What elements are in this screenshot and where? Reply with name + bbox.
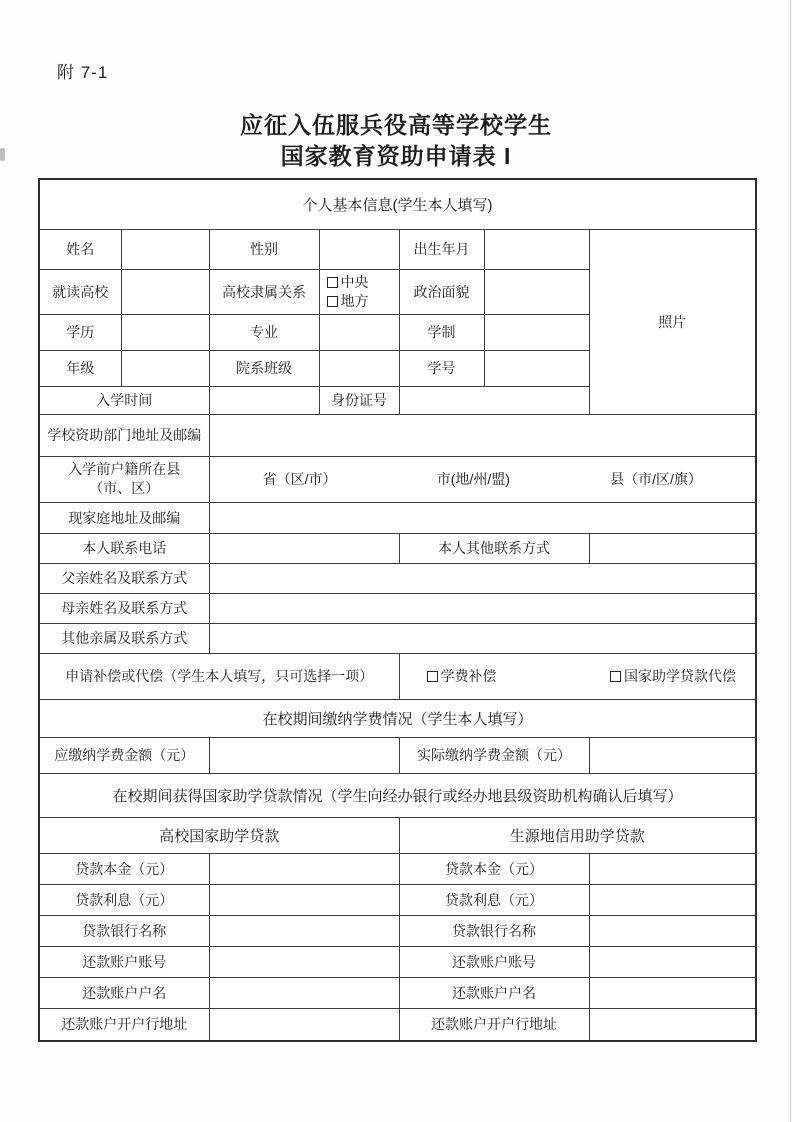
duration-value-cell[interactable] xyxy=(484,314,589,350)
table-row xyxy=(39,853,756,884)
tuition-compensation-option[interactable]: 学费补偿 xyxy=(427,666,497,686)
enroll-time-label: 入学时间 xyxy=(39,386,209,414)
campus-loan-interest-label: 贷款利息（元） xyxy=(39,884,209,915)
gender-label: 性别 xyxy=(209,229,319,269)
form-title xyxy=(0,110,792,172)
photo-cell: 照片 xyxy=(589,229,756,414)
major-value-cell[interactable] xyxy=(319,314,399,350)
form-title-line2: 国家教育资助申请表 I xyxy=(280,143,512,169)
relative-label: 其他亲属及联系方式 xyxy=(39,623,209,653)
political-label: 政治面貌 xyxy=(399,269,484,314)
major-label: 专业 xyxy=(209,314,319,350)
origin-loan-interest-value-cell[interactable] xyxy=(589,884,756,915)
phone-label: 本人联系电话 xyxy=(39,533,209,563)
origin-county-value-cell[interactable] xyxy=(209,456,756,502)
table-row xyxy=(39,653,756,699)
political-value-cell[interactable] xyxy=(484,269,589,314)
school-aid-address-value-cell[interactable] xyxy=(209,414,756,456)
tuition-paid-value-cell[interactable] xyxy=(589,737,756,773)
home-address-label: 现家庭地址及邮编 xyxy=(39,502,209,533)
table-row xyxy=(39,737,756,773)
campus-repay-account-name-label: 还款账户户名 xyxy=(39,977,209,1008)
origin-loan-header: 生源地信用助学贷款 xyxy=(399,817,756,853)
affiliation-option-local[interactable]: 地方 xyxy=(327,292,396,311)
campus-loan-header: 高校国家助学贷款 xyxy=(39,817,399,853)
father-value-cell[interactable] xyxy=(209,563,756,593)
origin-repay-account-name-label: 还款账户户名 xyxy=(399,977,589,1008)
personal-info-section-header: 个人基本信息(学生本人填写) xyxy=(39,179,756,229)
table-row xyxy=(39,593,756,623)
father-label: 父亲姓名及联系方式 xyxy=(39,563,209,593)
student-id-label: 学号 xyxy=(399,350,484,386)
table-row xyxy=(39,915,756,946)
county-label: 县（市/区/旗） xyxy=(610,471,702,487)
table-row xyxy=(39,533,756,563)
tuition-payable-value-cell[interactable] xyxy=(209,737,399,773)
loan-compensation-option[interactable]: 国家助学贷款代偿 xyxy=(610,666,736,686)
table-row xyxy=(39,502,756,533)
grade-label: 年级 xyxy=(39,350,121,386)
section-header-row xyxy=(39,773,756,817)
table-row xyxy=(39,456,756,502)
origin-loan-bank-label: 贷款银行名称 xyxy=(399,915,589,946)
table-row xyxy=(39,977,756,1008)
form-title-line1: 应征入伍服兵役高等学校学生 xyxy=(240,112,552,138)
table-row xyxy=(39,946,756,977)
table-row xyxy=(39,884,756,915)
campus-loan-principal-value-cell[interactable] xyxy=(209,853,399,884)
campus-repay-bank-address-label: 还款账户开户行地址 xyxy=(39,1008,209,1041)
origin-repay-account-name-value-cell[interactable] xyxy=(589,977,756,1008)
name-value-cell[interactable] xyxy=(121,229,209,269)
phone-value-cell[interactable] xyxy=(209,533,399,563)
other-contact-value-cell[interactable] xyxy=(589,533,756,563)
local-checkbox-icon[interactable] xyxy=(327,296,338,307)
degree-label: 学历 xyxy=(39,314,121,350)
birth-label: 出生年月 xyxy=(399,229,484,269)
grade-value-cell[interactable] xyxy=(121,350,209,386)
compensation-label: 申请补偿或代偿（学生本人填写，只可选择一项） xyxy=(39,653,399,699)
class-value-cell[interactable] xyxy=(319,350,399,386)
mother-label: 母亲姓名及联系方式 xyxy=(39,593,209,623)
university-value-cell[interactable] xyxy=(121,269,209,314)
compensation-options-cell xyxy=(399,653,756,699)
home-address-value-cell[interactable] xyxy=(209,502,756,533)
campus-repay-account-number-label: 还款账户账号 xyxy=(39,946,209,977)
origin-county-label: 入学前户籍所在县 （市、区） xyxy=(39,456,209,502)
university-label: 就读高校 xyxy=(39,269,121,314)
relative-value-cell[interactable] xyxy=(209,623,756,653)
student-id-value-cell[interactable] xyxy=(484,350,589,386)
origin-repay-bank-address-label: 还款账户开户行地址 xyxy=(399,1008,589,1041)
origin-repay-account-number-value-cell[interactable] xyxy=(589,946,756,977)
table-row xyxy=(39,229,756,269)
application-form-table xyxy=(38,178,757,1042)
province-label: 省（区/市） xyxy=(262,471,337,487)
tuition-paid-label: 实际缴纳学费金额（元） xyxy=(399,737,589,773)
origin-loan-principal-label: 贷款本金（元） xyxy=(399,853,589,884)
attachment-number: 附 7-1 xyxy=(57,63,109,82)
campus-loan-bank-value-cell[interactable] xyxy=(209,915,399,946)
class-label: 院系班级 xyxy=(209,350,319,386)
school-aid-address-label: 学校资助部门地址及邮编 xyxy=(39,414,209,456)
campus-repay-bank-address-value-cell[interactable] xyxy=(209,1008,399,1041)
campus-loan-bank-label: 贷款银行名称 xyxy=(39,915,209,946)
origin-repay-account-number-label: 还款账户账号 xyxy=(399,946,589,977)
affiliation-option-central[interactable]: 中央 xyxy=(327,273,396,292)
degree-value-cell[interactable] xyxy=(121,314,209,350)
mother-value-cell[interactable] xyxy=(209,593,756,623)
duration-label: 学制 xyxy=(399,314,484,350)
section-header-row xyxy=(39,699,756,737)
other-contact-label: 本人其他联系方式 xyxy=(399,533,589,563)
origin-loan-principal-value-cell[interactable] xyxy=(589,853,756,884)
tuition-section-header: 在校期间缴纳学费情况（学生本人填写） xyxy=(39,699,756,737)
affiliation-options-cell xyxy=(319,269,399,314)
id-number-value-cell[interactable] xyxy=(399,386,589,414)
tuition-payable-label: 应缴纳学费金额（元） xyxy=(39,737,209,773)
table-row xyxy=(39,414,756,456)
central-checkbox-icon[interactable] xyxy=(327,277,338,288)
birth-value-cell[interactable] xyxy=(484,229,589,269)
name-label: 姓名 xyxy=(39,229,121,269)
id-number-label: 身份证号 xyxy=(319,386,399,414)
loan-section-header: 在校期间获得国家助学贷款情况（学生向经办银行或经办地县级资助机构确认后填写） xyxy=(39,773,756,817)
campus-repay-account-name-value-cell[interactable] xyxy=(209,977,399,1008)
tuition-compensation-checkbox-icon[interactable] xyxy=(427,671,438,682)
origin-repay-bank-address-value-cell[interactable] xyxy=(589,1008,756,1041)
table-row xyxy=(39,817,756,853)
gender-value-cell[interactable] xyxy=(319,229,399,269)
table-row xyxy=(39,563,756,593)
campus-loan-principal-label: 贷款本金（元） xyxy=(39,853,209,884)
enroll-time-value-cell[interactable] xyxy=(209,386,319,414)
campus-loan-interest-value-cell[interactable] xyxy=(209,884,399,915)
section-header-row xyxy=(39,179,756,229)
loan-compensation-checkbox-icon[interactable] xyxy=(610,671,621,682)
origin-loan-bank-value-cell[interactable] xyxy=(589,915,756,946)
origin-loan-interest-label: 贷款利息（元） xyxy=(399,884,589,915)
campus-repay-account-number-value-cell[interactable] xyxy=(209,946,399,977)
affiliation-label: 高校隶属关系 xyxy=(209,269,319,314)
table-row xyxy=(39,1008,756,1041)
city-label: 市(地/州/盟) xyxy=(436,471,510,487)
table-row xyxy=(39,623,756,653)
